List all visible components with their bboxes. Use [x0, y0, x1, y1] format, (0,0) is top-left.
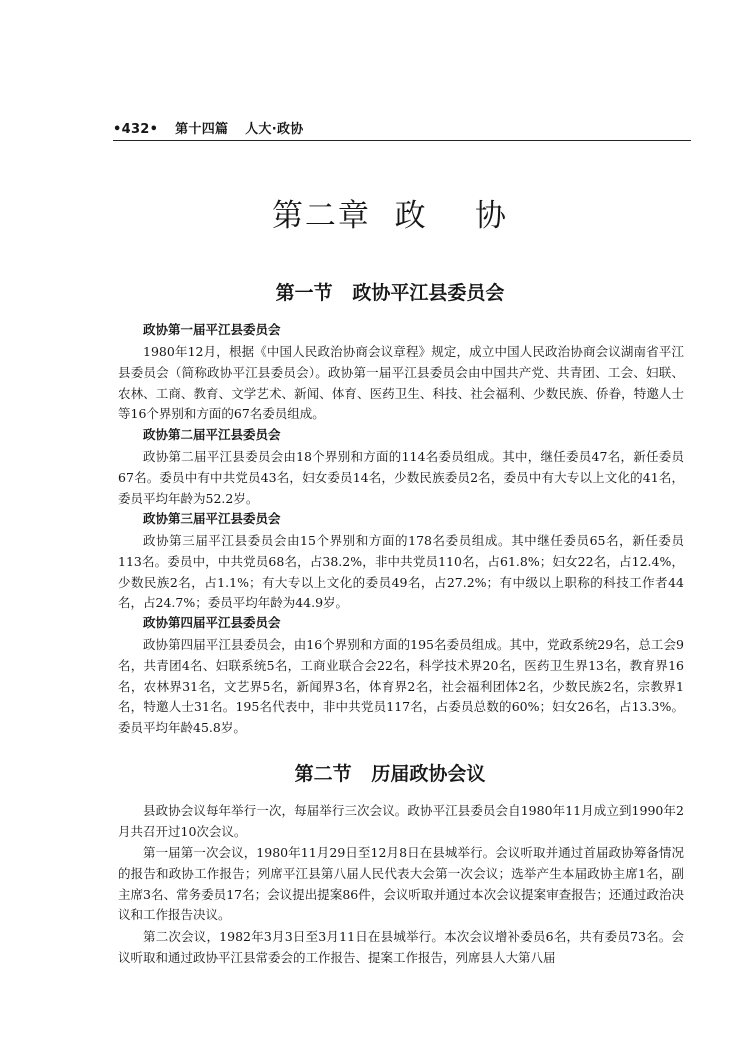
section-title: 第一节 政协平江县委员会 [275, 282, 505, 304]
paragraph: 1980年12月，根据《中国人民政治协商会议章程》规定，成立中国人民政治协商会议湖南省平江县委员会（简称政协平江县委员会）。政协第一届平江县委员会由中国共产党、共青团、工会、妇联、农林、工商、教育、文学艺术、新闻、体育、医药卫生、科技、社会福利、少数民族、侨眷，特邀人士等16个界别和方面的67名委员组成。 [118, 344, 684, 422]
paragraph: 县政协会议每年举行一次，每届举行三次会议。政协平江县委员会自1980年11月成立到1990年2月共召开过10次会议。 [118, 803, 684, 839]
header-rule [113, 140, 691, 141]
part-title: 第十四篇 [175, 122, 229, 137]
section-title: 第二节 历届政协会议 [294, 763, 486, 785]
running-header [113, 118, 304, 137]
header-bullet-right: • [149, 122, 159, 137]
subsection-heading: 政协第二届平江县委员会 [143, 427, 281, 442]
header-section: 人大·政协 [245, 122, 304, 137]
paragraph: 政协第三届平江县委员会由15个界别和方面的178名委员组成。其中继任委员65名，新任委员113名。委员中，中共党员68名，占38.2%，非中共党员110名，占61.8%；妇女22名，占12.4%，少数民族2名，占1.1%；有大专以上文化的委员49名，占27.2%；有中级以上职称的科技工作者44名，占24.7%；委员平均年龄为44.9岁。 [118, 533, 684, 611]
paragraph: 第一届第一次会议，1980年11月29日至12月8日在县城举行。会议听取并通过首届政协筹备情况的报告和政协工作报告；列席平江县第八届人民代表大会第一次会议；选举产生本届政协主席1名，副主席3名、常务委员17名；会议提出提案86件，会议听取并通过本次会议提案审查报告；还通过政治决议和工作报告决议。 [118, 845, 684, 923]
subsection-heading: 政协第三届平江县委员会 [143, 511, 281, 526]
subsection-heading: 政协第一届平江县委员会 [143, 322, 281, 337]
page-number: 432 [121, 122, 150, 137]
paragraph: 政协第二届平江县委员会由18个界别和方面的114名委员组成。其中，继任委员47名，新任委员67名。委员中有中共党员43名，妇女委员14名，少数民族委员2名，委员中有大专以上文化的41名，委员平均年龄为52.2岁。 [118, 449, 684, 506]
paragraph: 政协第四届平江县委员会，由16个界别和方面的195名委员组成。其中，党政系统29名，总工会9名，共青团4名、妇联系统5名，工商业联合会22名，科学技术界20名，医药卫生界13名，教育界16名，农林界31名，文艺界5名，新闻界3名，体育界2名，社会福利团体2名，少数民族2名，宗教界1名，特邀人士31名。195名代表中，非中共党员117名，占委员总数的60%；妇女26名，占13.3%。委员平均年龄45.8岁。 [118, 637, 684, 736]
header-bullet-left: • [113, 122, 122, 137]
paragraph: 第二次会议，1982年3月3日至3月11日在县城举行。本次会议增补委员6名，共有委员73名。会议听取和通过政协平江县常委会的工作报告、提案工作报告，列席县人大第八届 [118, 929, 684, 965]
chapter-title: 第二章 政 协 [271, 198, 509, 234]
subsection-heading: 政协第四届平江县委员会 [143, 615, 281, 630]
